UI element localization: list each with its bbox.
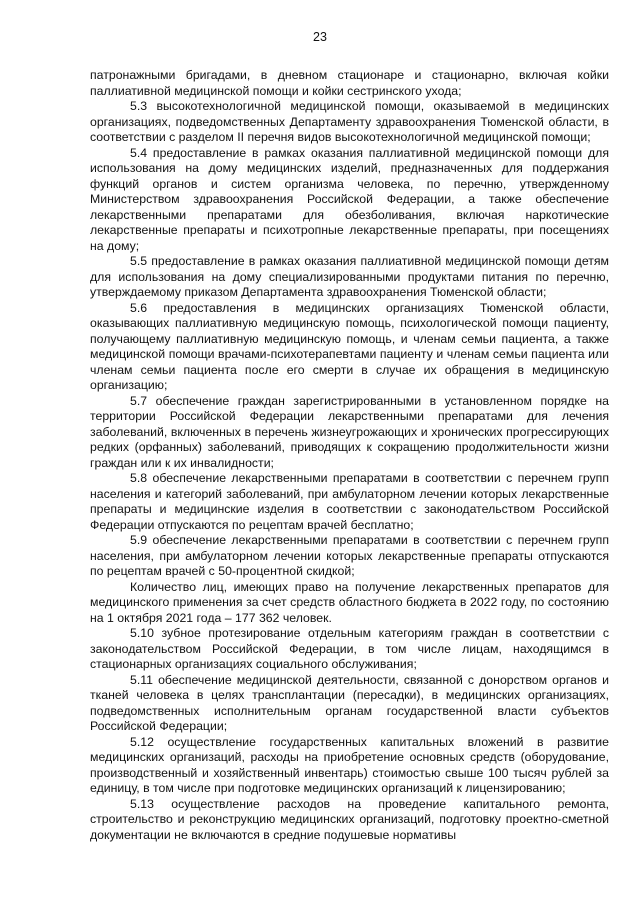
paragraph-5-3: 5.3 высокотехнологичной медицинской помощи, оказываемой в медицинских организациях, подведомственных Департаменту здравоохранения Тюменской области, в соответствии с разделом II перечня видов высокотехнологичной медицинской помощи;	[90, 99, 609, 144]
paragraph-5-6: 5.6 предоставления в медицинских организациях Тюменской области, оказывающих паллиативную медицинскую помощь, психологической помощи пациенту, получающему паллиативную медицинскую помощь, и членам семьи пациента, а также медицинской помощи врачами-психотерапевтами пациенту и членам семьи пациента или членам семьи пациента после его смерти в случае их обращения в медицинскую организацию;	[90, 300, 609, 392]
paragraph-5-8: 5.8 обеспечение лекарственными препаратами в соответствии с перечнем групп населения и категорий заболеваний, при амбулаторном лечении которых лекарственные препараты и медицинские изделия в соответствии с законодательством Российской Федерации отпускаются по рецептам врачей бесплатно;	[90, 471, 609, 532]
paragraph-5-4: 5.4 предоставление в рамках оказания паллиативной медицинской помощи для использования на дому медицинских изделий, предназначенных для поддержания функций органов и систем организма человека, по перечню, утвержденному Министерством здравоохранения Российской Федерации, а также обеспечение лекарственными препаратами для обезболивания, включая наркотические лекарственные препараты и психотропные лекарственные препараты, при посещениях на дому;	[90, 145, 609, 253]
paragraph-5-11: 5.11 обеспечение медицинской деятельности, связанной с донорством органов и тканей человека в целях трансплантации (пересадки), в медицинских организациях, подведомственных исполнительным органам государственной власти субъектов Российской Федерации;	[90, 672, 609, 733]
paragraph-5-12: 5.12 осуществление государственных капитальных вложений в развитие медицинских организаций, расходы на приобретение основных средств (оборудование, производственный и хозяйственный инвентарь) стоимостью свыше 100 тысяч рублей за единицу, в том числе при подготовке медицинских организаций к лицензированию;	[90, 734, 609, 795]
document-body	[90, 68, 609, 843]
paragraph-5-10: 5.10 зубное протезирование отдельным категориям граждан в соответствии с законодательством Российской Федерации, в том числе лицам, находящимся в стационарных организациях социального обслуживания;	[90, 626, 609, 671]
paragraph-beneficiaries-count: Количество лиц, имеющих право на получение лекарственных препаратов для медицинского применения за счет средств областного бюджета в 2022 году, по состоянию на 1 октября 2021 года – 177 362 человек.	[90, 579, 609, 625]
paragraph-5-13: 5.13 осуществление расходов на проведение капитального ремонта, строительство и реконструкцию медицинских организаций, подготовку проектно-сметной документации не включаются в средние подушевые нормативы	[90, 796, 609, 842]
paragraph-5-9: 5.9 обеспечение лекарственными препаратами в соответствии с перечнем групп населения, при амбулаторном лечении которых лекарственные препараты отпускаются по рецептам врачей с 50-процентной скидкой;	[90, 533, 609, 578]
paragraph-5-5: 5.5 предоставление в рамках оказания паллиативной медицинской помощи детям для использования на дому специализированными продуктами питания по перечню, утверждаемому приказом Департамента здравоохранения Тюменской области;	[90, 254, 609, 299]
paragraph-continuation: патронажными бригадами, в дневном стационаре и стационарно, включая койки паллиативной медицинской помощи и койки сестринского ухода;	[90, 68, 609, 98]
page-number: 23	[313, 30, 327, 44]
paragraph-5-7: 5.7 обеспечение граждан зарегистрированными в установленном порядке на территории Российской Федерации лекарственными препаратами для лечения заболеваний, включенных в перечень жизнеугрожающих и хронических прогрессирующих редких (орфанных) заболеваний, приводящих к сокращению продолжительности жизни граждан или к их инвалидности;	[90, 393, 609, 470]
